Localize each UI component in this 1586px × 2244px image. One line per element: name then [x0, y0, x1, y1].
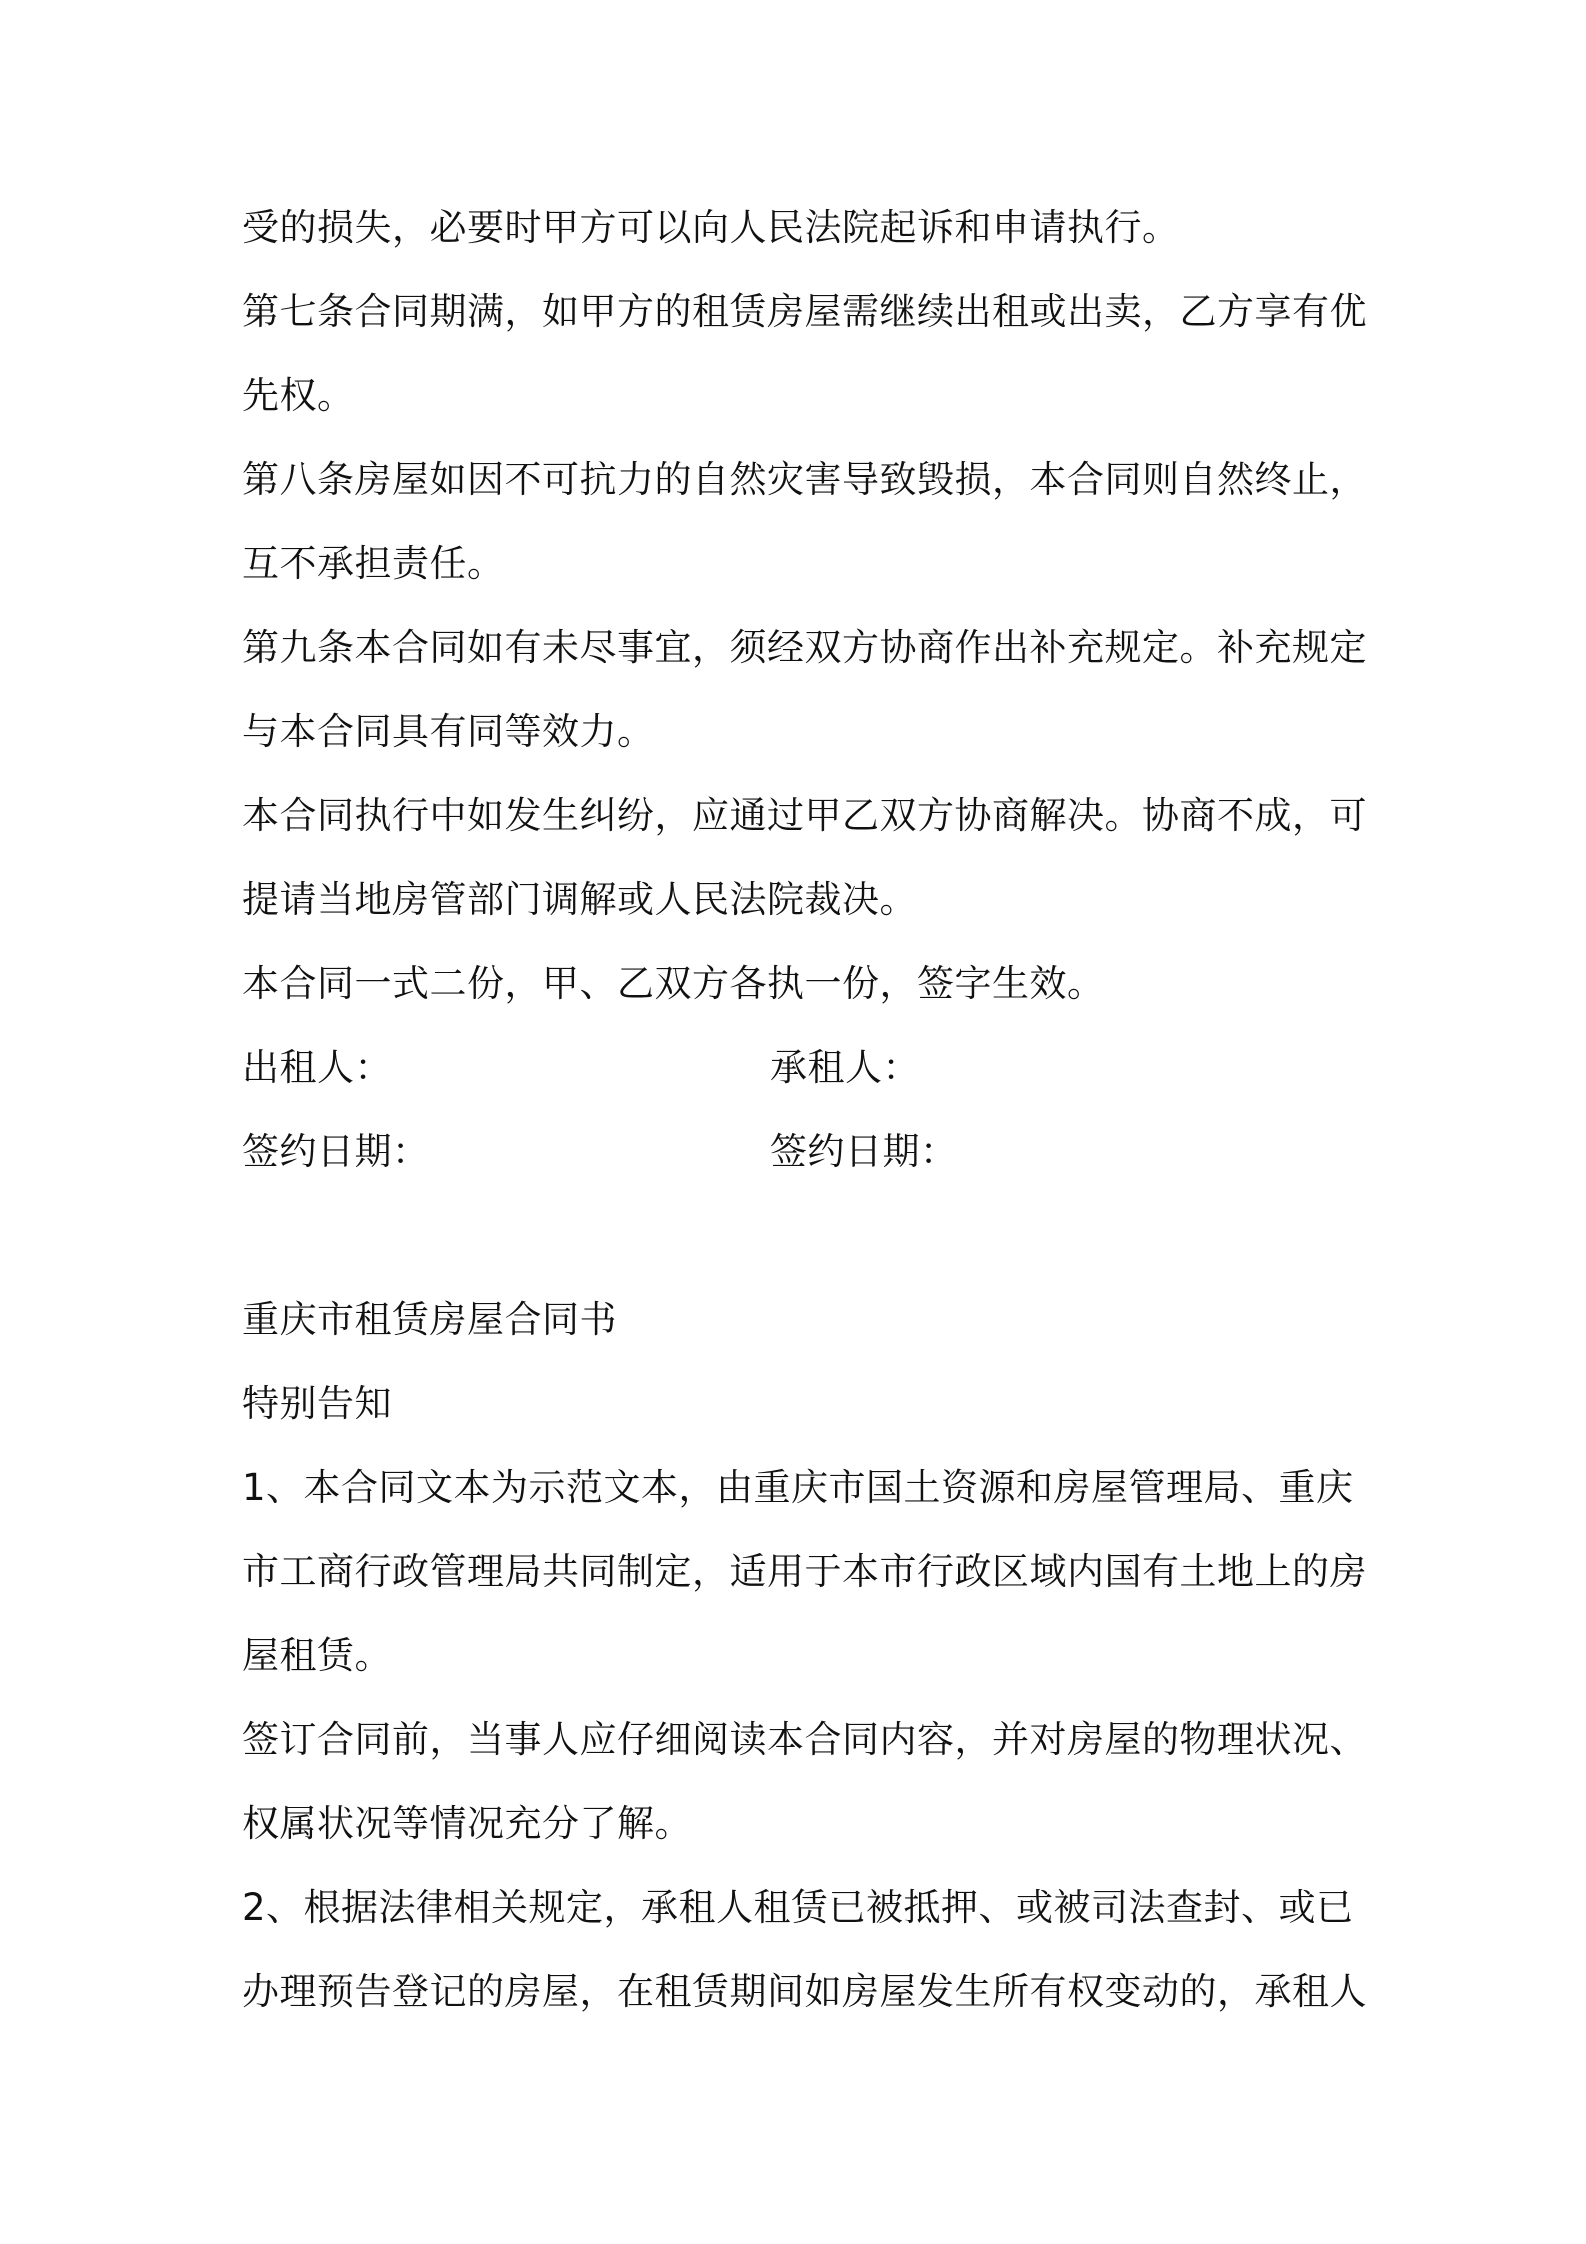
notice-title: 特别告知 [242, 1382, 392, 1425]
lessor-label: 出租人： [242, 1046, 392, 1089]
paragraph-line: 办理预告登记的房屋，在租赁期间如房屋发生所有权变动的，承租人 [242, 1970, 1367, 2013]
paragraph-line: 1、本合同文本为示范文本，由重庆市国土资源和房屋管理局、重庆 [242, 1466, 1354, 1509]
paragraph-line: 受的损失，必要时甲方可以向人民法院起诉和申请执行。 [242, 206, 1180, 249]
paragraph-line: 第九条本合同如有未尽事宜，须经双方协商作出补充规定。补充规定 [242, 626, 1367, 669]
section-title: 重庆市租赁房屋合同书 [242, 1298, 617, 1341]
paragraph-line: 权属状况等情况充分了解。 [242, 1802, 692, 1845]
paragraph-line: 第八条房屋如因不可抗力的自然灾害导致毁损，本合同则自然终止， [242, 458, 1367, 501]
paragraph-line: 签订合同前，当事人应仔细阅读本合同内容，并对房屋的物理状况、 [242, 1718, 1367, 1761]
lessee-date-label: 签约日期： [770, 1130, 958, 1173]
paragraph-line: 与本合同具有同等效力。 [242, 710, 655, 753]
paragraph-line: 提请当地房管部门调解或人民法院裁决。 [242, 878, 917, 921]
paragraph-line: 屋租赁。 [242, 1634, 392, 1677]
lessee-label: 承租人： [770, 1046, 920, 1089]
paragraph-line: 2、根据法律相关规定，承租人租赁已被抵押、或被司法查封、或已 [242, 1886, 1354, 1929]
paragraph-line: 市工商行政管理局共同制定，适用于本市行政区域内国有土地上的房 [242, 1550, 1367, 1593]
paragraph-line: 先权。 [242, 374, 355, 417]
paragraph-line: 本合同执行中如发生纠纷，应通过甲乙双方协商解决。协商不成，可 [242, 794, 1367, 837]
paragraph-line: 本合同一式二份，甲、乙双方各执一份，签字生效。 [242, 962, 1105, 1005]
paragraph-line: 互不承担责任。 [242, 542, 505, 585]
paragraph-line: 第七条合同期满，如甲方的租赁房屋需继续出租或出卖，乙方享有优 [242, 290, 1367, 333]
lessor-date-label: 签约日期： [242, 1130, 430, 1173]
